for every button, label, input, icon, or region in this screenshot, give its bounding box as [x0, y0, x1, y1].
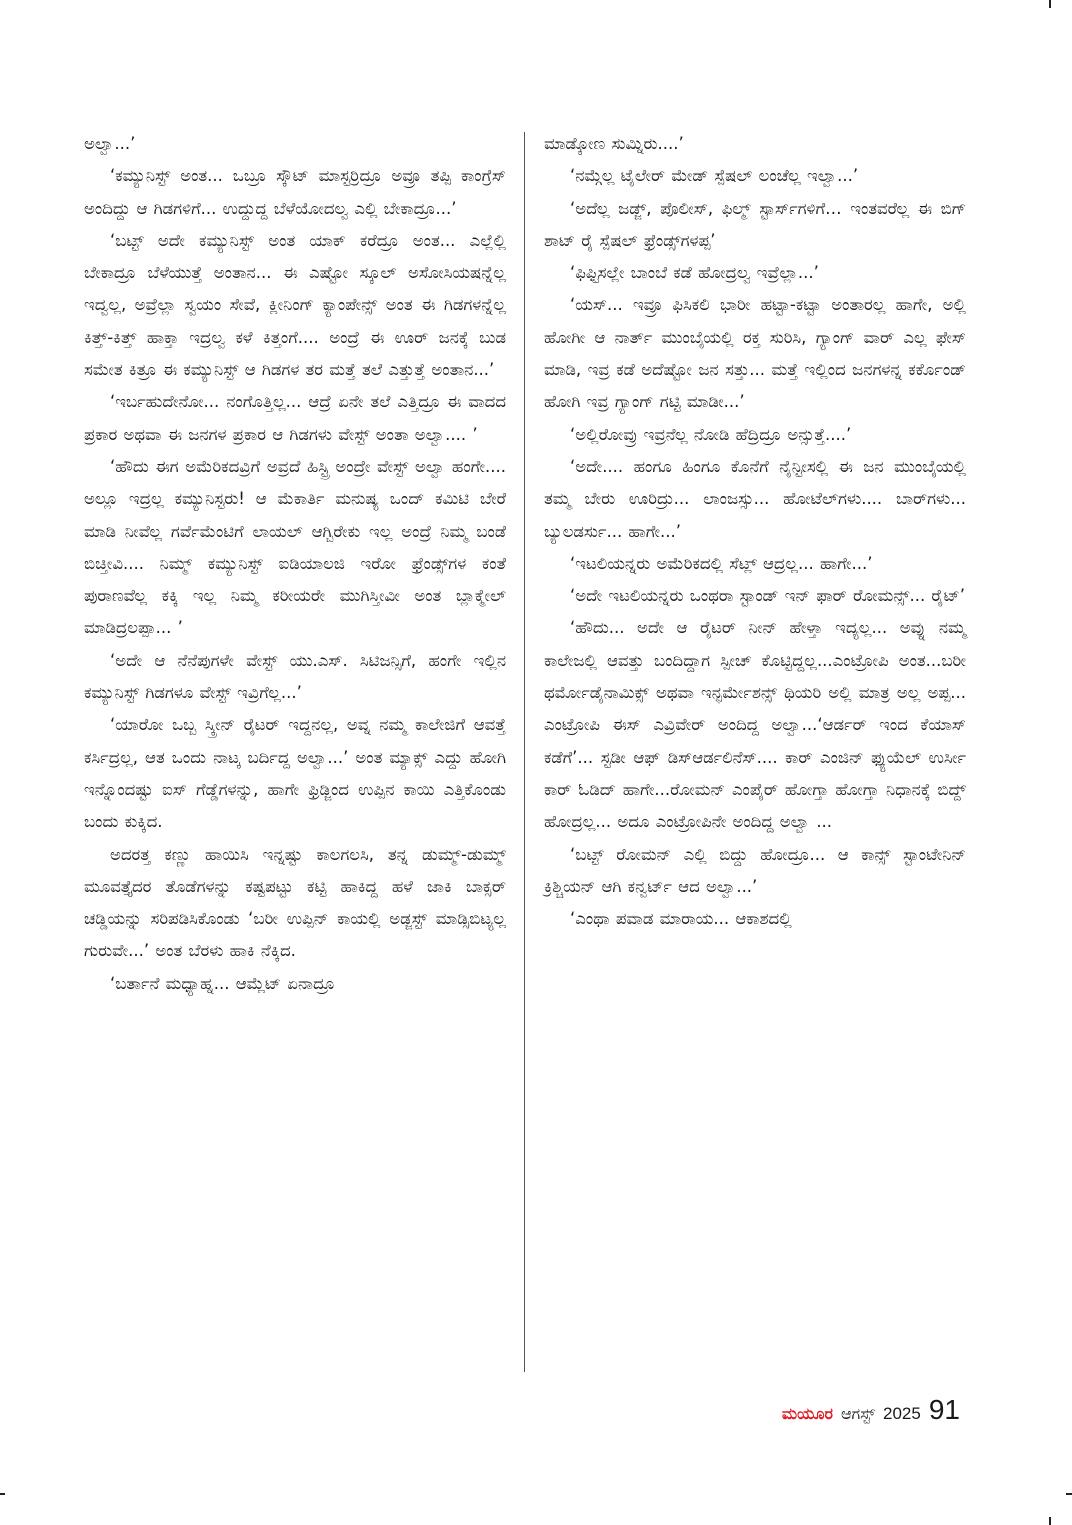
paragraph: ‘ಅದೇ ಆ ನೆನೆಪುಗಳೇ ವೇಸ್ಟ್ ಯು.ಎಸ್. ಸಿಟಿಜನ್ಸಿಗೆ, ಹಂಗೇ ಇಲ್ಲಿನ ಕಮ್ಯುನಿಸ್ಟ್ ಗಿಡಗಳೂ ವೇಸ್ಟ್ ಇವ್ರಿಗೆಲ್ಲ...’ [84, 650, 506, 703]
paragraph: ‘ಬಟ್ಟ್ ಅದೇ ಕಮ್ಯುನಿಸ್ಟ್ ಅಂತ ಯಾಕ್ ಕರೆದ್ರೂ ಅಂತ... ಎಲ್ಲೆಲ್ಲಿ ಬೇಕಾದ್ರೂ ಬೆಳೆಯುತ್ತೆ ಅಂತಾನ... ಈ ಎಷ್ಟೋ ಸ್ಕೂಲ್ ಅಸೋಸಿಯಷನ್ನೆಲ್ಲ ಇದ್ವಲ್ಲ, ಅವ್ರೆಲ್ಲಾ ಸ್ವಯಂ ಸೇವೆ, ಕ್ಲೀನಿಂಗ್ ಕ್ಯಾಂಪೇನ್ಸ್ ಅಂತ ಈ ಗಿಡಗಳನ್ನೆಲ್ಲ ಕಿತ್ತ್-ಕಿತ್ತ್ ಹಾಕ್ತಾ ಇದ್ರಲ್ವ ಕಳೆ ಕಿತ್ತಂಗೆ.... ಅಂದ್ರೆ ಈ ಊರ್ ಜನಕ್ಕೆ ಬುಡ ಸಮೇತ ಕಿತ್ರೂ ಈ ಕಮ್ಯುನಿಸ್ಟ್ ಆ ಗಿಡಗಳ ತರ ಮತ್ತೆ ತಲೆ ಎತ್ತುತ್ತೆ ಅಂತಾನ...’ [84, 230, 506, 380]
paragraph: ‘ಬರ್ತಾನೆ ಮಧ್ಯಾಹ್ನ... ಆಮ್ಲೆಟ್ ಏನಾದ್ರೂ [110, 973, 335, 993]
paragraph: ‘ಫಿಫ್ಟಿಸಲ್ಲೇ ಬಾಂಬೆ ಕಡೆ ಹೋದ್ರಲ್ವ ಇವ್ರೆಲ್ಲಾ...’ [570, 263, 819, 283]
paragraph: ಮಾಡ್ಕೋಣ ಸುಮ್ನಿರು....’ [544, 134, 684, 153]
paragraph: ‘ಇಟಲಿಯನ್ನರು ಅಮೆರಿಕದಲ್ಲಿ ಸೆಟ್ಲ್ ಆದ್ರಲ್ಲ... ಹಾಗೇ...’ [570, 553, 873, 573]
paragraph: ‘ಅದೇ.... ಹಂಗೂ ಹಿಂಗೂ ಕೊನೆಗೆ ನೈನ್ಟೀಸಲ್ಲಿ ಈ ಜನ ಮುಂಬೈಯಲ್ಲಿ ತಮ್ಮ ಬೇರು ಊರಿದ್ರು... ಲಾಂಜಸ್ಸು... ಹೋಟೆಲ್‌ಗಳು.... ಬಾರ್‌ಗಳು... ಬ್ಯುಲಡರ್ಸು... ಹಾಗೇ...’ [544, 456, 966, 541]
page-footer [782, 1394, 960, 1430]
paragraph: ‘ಅದೇ ಇಟಲಿಯನ್ನರು ಒಂಥರಾ ಸ್ಟಾಂಡ್ ಇನ್ ಫಾರ್ ರೋಮನ್ಸ್... ರೈಟ್’ [570, 586, 965, 606]
paragraph: ‘ಹೌದು ಈಗ ಅಮೆರಿಕದವ್ರಿಗೆ ಅವ್ರದೆ ಹಿಸ್ಟ್ರಿ ಅಂದ್ರೇ ವೇಸ್ಟ್ ಅಲ್ವಾ ಹಂಗೇ.... ಅಲ್ಲೂ ಇದ್ರಲ್ಲ ಕಮ್ಯುನಿಸ್ಟರು! ಆ ಮೆಕಾರ್ತಿ ಮನುಷ್ಯ ಒಂದ್ ಕಮಿಟಿ ಬೇರೆ ಮಾಡಿ ನೀವೆಲ್ಲ ಗರ್ವೆಮೆಂಟಿಗೆ ಲಾಯಲ್ ಆಗ್ಬಿರೇಕು ಇಲ್ಲ ಅಂದ್ರೆ ನಿಮ್ಮ ಬಂಡೆ ಬಿಚ್ತೀವಿ.... ನಿಮ್ಮ್ ಕಮ್ಯುನಿಸ್ಟ್ ಐಡಿಯಾಲಜಿ ಇರೋ ಫ್ರೆಂಡ್ಸ್‌ಗಳ ಕಂತೆ ಪುರಾಣವೆಲ್ಲ ಕಕ್ಕಿ ಇಲ್ಲ ನಿಮ್ಮ ಕರೀಯರೇ ಮುಗಿಸ್ತೀವೀ ಅಂತ ಬ್ಲಾಕ್ಮೇಲ್ ಮಾಡಿದ್ರಲಪ್ಪಾ... ’ [84, 456, 506, 638]
paragraph: ‘ಇರ್ಬಹುದೇನೋ... ನಂಗೊತ್ತಿಲ್ಲ... ಆದ್ರೆ ಏನೇ ತಲೆ ಎತ್ತಿದ್ರೂ ಈ ವಾದದ ಪ್ರಕಾರ ಅಥವಾ ಈ ಜನಗಳ ಪ್ರಕಾರ ಆ ಗಿಡಗಳು ವೇಸ್ಟ್ ಅಂತಾ ಅಲ್ವಾ.... ’ [84, 392, 506, 444]
crop-mark-top-right [1049, 0, 1051, 8]
column-divider [524, 132, 525, 1372]
paragraph: ‘ಅದೆಲ್ಲ ಜಡ್ಜ್, ಪೊಲೀಸ್, ಫಿಲ್ಮ್ ಸ್ಟಾರ್ಸ್‌ಗಳಿಗೆ… ಇಂತವರೆಲ್ಲ ಈ ಬಿಗ್ ಶಾಟ್ ರೈ ಸ್ಪೆಷಲ್ ಫ್ರೆಂಡ್ಸ್‌ಗಳಪ್ಪ’ [544, 198, 966, 250]
issue-month: ಆಗಸ್ಟ್ [840, 1404, 876, 1423]
magazine-brand: ಮಯೂರ [781, 1404, 833, 1423]
paragraph: ‘ನಮ್ಗೆಲ್ಲ ಟೈಲೇರ್ ಮೇಡ್ ಸ್ಪೆಷಲ್ ಲಂಚೆಲ್ಲ ಇಲ್ವಾ...’ [570, 166, 859, 186]
right-column [544, 128, 966, 935]
crop-mark-bottom-left [0, 1493, 5, 1495]
crop-mark-right-bottom [1066, 1493, 1072, 1495]
paragraph: ಅದರತ್ತ ಕಣ್ಣು ಹಾಯಿಸಿ ಇನ್ನಷ್ಟು ಕಾಲಗಲಸಿ, ತನ್ನ ಡುಮ್ಮ್-ಡುಮ್ಮ್ ಮೂವತ್ತೈದರ ತೊಡೆಗಳನ್ನು ಕಷ್ಟಪಟ್ಟು ಕಟ್ಟಿ ಹಾಕಿದ್ದ ಹಳೆ ಜಾಕಿ ಬಾಕ್ಸರ್ ಚಡ್ಡಿಯನ್ನು ಸರಿಪಡಿಸಿಕೊಂಡು ‘ಬರೀ ಉಪ್ಪಿನ್ ಕಾಯಲ್ಲಿ ಅಡ್ಜಸ್ಟ್ ಮಾಡ್ಸಿಬಿಟ್ಯಲ್ಲ ಗುರುವೇ...’ ಅಂತ ಬೆರಳು ಹಾಕಿ ನೆಕ್ಕಿದ. [84, 844, 506, 961]
crop-mark-bottom-right [1049, 1517, 1051, 1525]
paragraph: ಅಲ್ವಾ...’ [84, 134, 136, 153]
issue-year: 2025 [883, 1404, 921, 1423]
paragraph: ‘ಯಸ್... ಇವ್ರೂ ಫಿಸಿಕಲಿ ಭಾರೀ ಹಟ್ಟಾ-ಕಟ್ಟಾ ಅಂತಾರಲ್ಲ ಹಾಗೇ, ಅಲ್ಲಿ ಹೋಗೀ ಆ ನಾರ್ತ್ ಮುಂಬೈಯಲ್ಲಿ ರಕ್ತ ಸುರಿಸಿ, ಗ್ಯಾಂಗ್ ವಾರ್ ಎಲ್ಲ ಫೇಸ್ ಮಾಡಿ, ಇವ್ರ ಕಡೆ ಅದೆಷ್ಟೋ ಜನ ಸತ್ತು... ಮತ್ತೆ ಇಲ್ಲಿಂದ ಜನಗಳನ್ನ ಕರ್ಕೊಂಡ್ ಹೋಗಿ ಇವ್ರ ಗ್ಯಾಂಗ್ ಗಟ್ಟಿ ಮಾಡೀ...’ [544, 295, 966, 412]
page-number: 91 [928, 1394, 960, 1425]
left-column [84, 128, 506, 1000]
paragraph: ‘ಎಂಥಾ ಪವಾಡ ಮಾರಾಯ... ಆಕಾಶದಲ್ಲಿ [570, 909, 792, 929]
paragraph: ‘ಯಾರೋ ಒಬ್ಬ ಸ್ಕ್ರೀನ್ ರೈಟರ್ ಇದ್ದನಲ್ಲ, ಅವ್ನ ನಮ್ಮ ಕಾಲೇಜಿಗೆ ಆವತ್ತೆ ಕರ್ಸಿದ್ರಲ್ಲ, ಆತ ಒಂದು ನಾಟ್ಕ ಬರ್ದಿದ್ದ ಅಲ್ವಾ...’ ಅಂತ ಮ್ಯಾಕ್ಸ್ ಎದ್ದು ಹೋಗಿ ಇನ್ನೊಂದಷ್ಟು ಐಸ್ ಗೆಡ್ಡೆಗಳನ್ನು, ಹಾಗೇ ಫ್ರಿಡ್ಜಿಂದ ಉಪ್ಪಿನ ಕಾಯಿ ಎತ್ತಿಕೊಂಡು ಬಂದು ಕುಕ್ಕಿದ. [84, 715, 506, 832]
paragraph: ‘ಬಟ್ಟ್ ರೋಮನ್ ಎಲ್ಲಿ ಬಿದ್ದು ಹೋದ್ರೂ... ಆ ಕಾನ್ಸ್ ಸ್ಟಾಂಟೇನಿನ್ ಕ್ರಿಶ್ಚಿಯನ್ ಆಗಿ ಕನ್ವರ್ಟ್ ಆದ ಅಲ್ವಾ...’ [544, 844, 966, 896]
paragraph: ‘ಹೌದು... ಅದೇ ಆ ರೈಟರ್ ನೀನ್ ಹೇಳ್ತಾ ಇದ್ಯಲ್ಲ... ಅವ್ನು ನಮ್ಮ ಕಾಲೇಜಲ್ಲಿ ಆವತ್ತು ಬಂದಿದ್ದಾಗ ಸ್ಪೀಚ್ ಕೊಟ್ಟಿದ್ದಲ್ಲ...ಎಂಟ್ರೋಪಿ ಅಂತ...ಬರೀ ಥರ್ಮೋಡೈನಾಮಿಕ್ಸ್ ಅಥವಾ ಇನ್ಫರ್ಮೇಶನ್ಸ್ ಥಿಯರಿ ಅಲ್ಲಿ ಮಾತ್ರ ಅಲ್ಲ ಅಪ್ಪ... ಎಂಟ್ರೋಪಿ ಈಸ್ ಎವ್ರಿವೇರ್ ಅಂದಿದ್ದ ಅಲ್ವಾ...‘ಆರ್ಡರ್ ಇಂದ ಕೆಯಾಸ್ ಕಡೆಗೆ’... ಸ್ಟಡೀ ಆಫ್ ಡಿಸ್‌ಆರ್ಡಲಿನೆಸ್.... ಕಾರ್ ಎಂಜಿನ್ ಫ್ಯುಯೆಲ್ ಉರ್ಸೀ ಕಾರ್ ಓಡಿದ್ ಹಾಗೇ...ರೋಮನ್ ಎಂಪೈರ್ ಹೋಗ್ತಾ ಹೋಗ್ತಾ ನಿಧಾನಕ್ಕೆ ಬಿದ್ದ್ ಹೋದ್ರಲ್ಲ... ಅದೂ ಎಂಟ್ರೋಪಿನೇ ಅಂದಿದ್ದ ಅಲ್ವಾ ... [544, 618, 966, 832]
paragraph: ‘ಕಮ್ಯುನಿಸ್ಟ್ ಅಂತ... ಒಬ್ರೂ ಸ್ಕೌಟ್ ಮಾಸ್ಟರ್ರಿದ್ರೂ ಅವ್ರೂ ತಪ್ಪಿ ಕಾಂಗ್ರೆಸ್ ಅಂದಿದ್ದು ಆ ಗಿಡಗಳಿಗೆ... ಉದ್ದುದ್ದ ಬೆಳೆಯೋದಲ್ವ ಎಲ್ಲಿ ಬೇಕಾದ್ರೂ...’ [84, 166, 506, 218]
paragraph: ‘ಅಲ್ಲಿರೋವ್ರು ಇವ್ರನೆಲ್ಲ ನೋಡಿ ಹೆದ್ರಿದ್ರೂ ಅನ್ಸುತ್ತೆ....’ [570, 424, 852, 444]
